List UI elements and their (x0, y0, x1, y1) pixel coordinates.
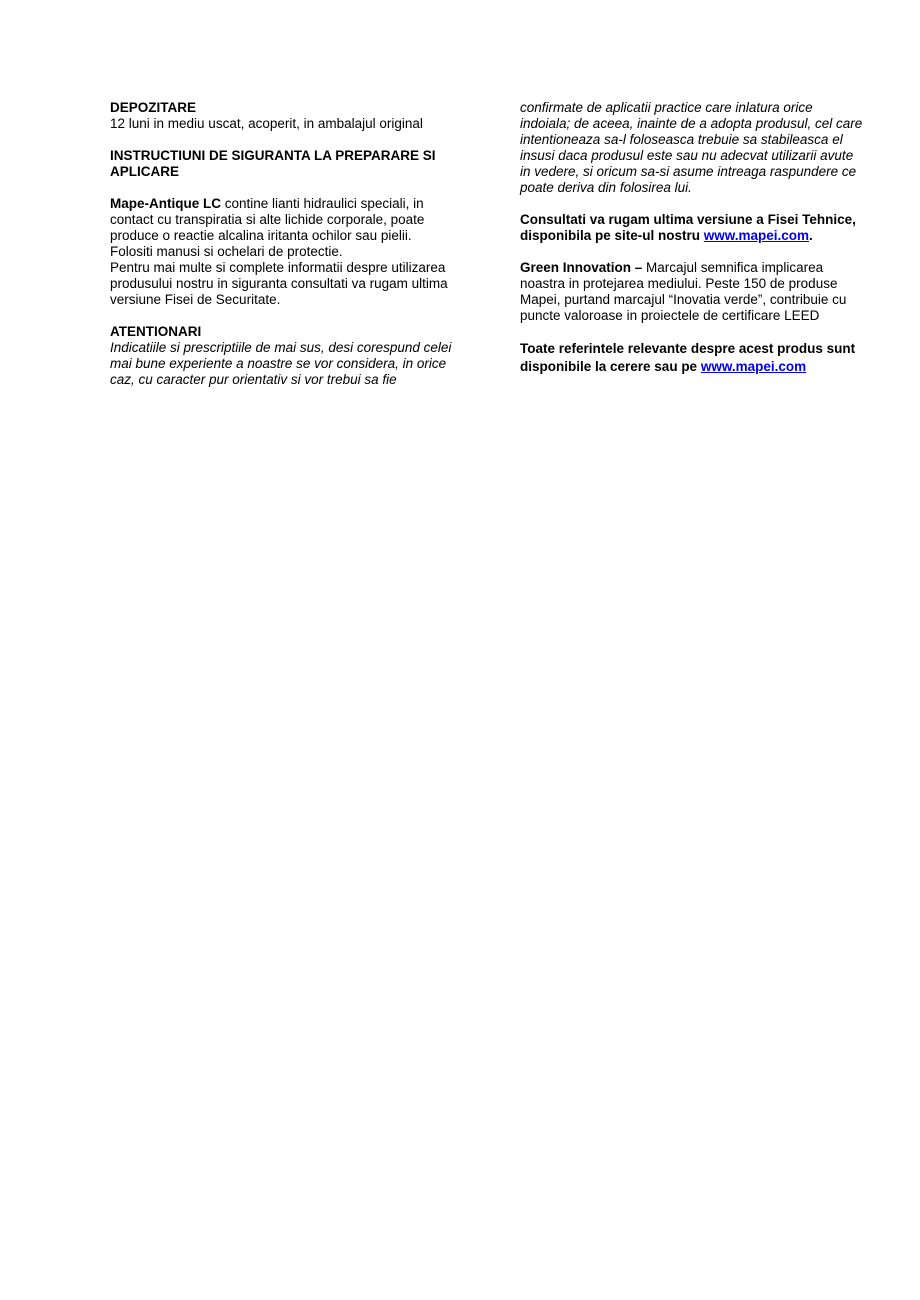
consult-line2-suffix: . (809, 228, 813, 243)
references-line2-prefix: disponibile la cerere sau pe (520, 359, 701, 374)
safety-text-line4: Folositi manusi si ochelari de protectie. (110, 244, 343, 259)
left-column (110, 100, 475, 388)
warnings-text-line2: mai bune experiente a noastre se vor considera, in orice (110, 356, 447, 371)
storage-section (110, 100, 475, 132)
warnings-cont-line4: insusi daca produsul este sau nu adecvat utilizarii avute (520, 148, 854, 163)
mapei-website-link-references[interactable]: www.mapei.com (700, 359, 807, 374)
safety-text-line5: Pentru mai multe si complete informatii despre utilizarea (110, 260, 446, 275)
warnings-heading: ATENTIONARI (110, 324, 202, 339)
warnings-cont-line5: in vedere, si oricum sa-si asume intreaga raspundere ce (520, 164, 857, 179)
warnings-continued (520, 100, 880, 196)
references-line2 (520, 358, 880, 376)
warnings-text-line1: Indicatiile si prescriptiile de mai sus, desi corespund celei (110, 340, 452, 355)
mapei-website-link[interactable]: www.mapei.com (703, 228, 810, 243)
storage-heading: DEPOZITARE (110, 100, 197, 115)
warnings-cont-line2: indoiala; de aceea, inainte de a adopta produsul, cel care (520, 116, 863, 131)
warnings-section (110, 324, 475, 388)
green-line3: Mapei, purtand marcajul “Inovatia verde”, contribuie cu (520, 292, 847, 307)
green-line4: puncte valoroase in proiectele de certificare LEED (520, 308, 820, 323)
safety-text-line2: contact cu transpiratia si alte lichide corporale, poate (110, 212, 425, 227)
references-line1: Toate referintele relevante despre acest produs sunt (520, 341, 856, 356)
green-innovation-section (520, 260, 880, 324)
safety-section (110, 148, 475, 308)
green-line2: noastra in protejarea mediului. Peste 150 de produse (520, 276, 838, 291)
green-line1-rest: Marcajul semnifica implicarea (642, 260, 824, 275)
storage-text: 12 luni in mediu uscat, acoperit, in ambalajul original (110, 116, 423, 131)
green-innovation-label: Green Innovation – (520, 260, 643, 275)
safety-text-line3: produce o reactie alcalina iritanta ochilor sau pielii. (110, 228, 412, 243)
right-column (520, 100, 880, 376)
consult-line2-prefix: disponibila pe site-ul nostru (520, 228, 704, 243)
warnings-cont-line6: poate deriva din folosirea lui. (520, 180, 692, 195)
warnings-cont-line1: confirmate de aplicatii practice care inlatura orice (520, 100, 813, 115)
consult-section (520, 212, 880, 244)
safety-text-line1 (110, 196, 475, 212)
safety-text-line6: produsului nostru in siguranta consultati va rugam ultima (110, 276, 448, 291)
product-name: Mape-Antique LC (110, 196, 221, 211)
safety-heading-line1: INSTRUCTIUNI DE SIGURANTA LA PREPARARE SI (110, 148, 436, 163)
consult-line1: Consultati va rugam ultima versiune a Fisei Tehnice, (520, 212, 856, 227)
green-line1 (520, 260, 880, 276)
warnings-cont-line3: intentioneaza sa-l foloseasca trebuie sa stabileasca el (520, 132, 843, 147)
warnings-text-line3: caz, cu caracter pur orientativ si vor trebui sa fie (110, 372, 397, 387)
references-section (520, 340, 880, 376)
safety-line1-rest: contine lianti hidraulici speciali, in (221, 196, 424, 211)
safety-text-line7: versiune Fisei de Securitate. (110, 292, 281, 307)
safety-heading-line2: APLICARE (110, 164, 180, 179)
consult-line2 (520, 228, 880, 244)
